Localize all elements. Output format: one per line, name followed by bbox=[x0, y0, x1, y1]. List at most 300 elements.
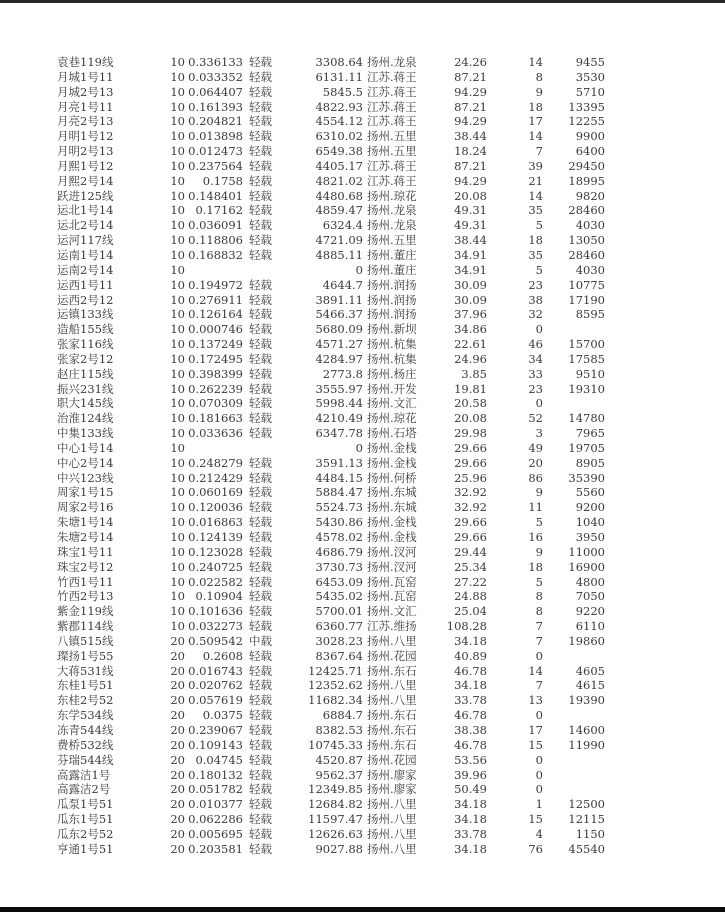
cell-ratio: 0.212429 bbox=[188, 470, 243, 485]
cell-count: 18 bbox=[528, 559, 543, 574]
cell-name: 月亮2号13 bbox=[57, 114, 114, 129]
cell-name: 芬瑞544线 bbox=[57, 752, 114, 767]
cell-voltage: 10 bbox=[170, 455, 185, 470]
cell-station: 扬州.五里 bbox=[367, 129, 417, 144]
cell-value3: 1040 bbox=[575, 515, 605, 530]
table-row bbox=[57, 411, 667, 426]
table-row bbox=[57, 144, 667, 159]
cell-load_level: 轻载 bbox=[249, 203, 272, 218]
cell-name: 月熙2号14 bbox=[57, 173, 114, 188]
cell-value1: 5845.5 bbox=[322, 84, 363, 99]
cell-value2: 33.78 bbox=[454, 826, 487, 841]
window-bottom-bar bbox=[0, 907, 725, 912]
cell-ratio: 0.033636 bbox=[188, 426, 243, 441]
cell-ratio: 0.005695 bbox=[188, 826, 243, 841]
cell-ratio: 0.101636 bbox=[188, 604, 243, 619]
cell-count: 14 bbox=[528, 188, 543, 203]
cell-station: 扬州.五里 bbox=[367, 144, 417, 159]
cell-load_level: 轻载 bbox=[249, 455, 272, 470]
table-row bbox=[57, 664, 667, 679]
cell-ratio: 0.070309 bbox=[188, 396, 243, 411]
cell-voltage: 20 bbox=[170, 633, 185, 648]
table-row bbox=[57, 396, 667, 411]
cell-voltage: 10 bbox=[170, 619, 185, 634]
cell-count: 5 bbox=[535, 262, 543, 277]
cell-value1: 4644.7 bbox=[322, 277, 363, 292]
cell-value2: 34.86 bbox=[454, 322, 487, 337]
cell-value1: 2773.8 bbox=[322, 366, 363, 381]
table-row bbox=[57, 634, 667, 649]
cell-count: 39 bbox=[528, 158, 543, 173]
cell-ratio: 0.036091 bbox=[188, 218, 243, 233]
cell-voltage: 10 bbox=[170, 69, 185, 84]
cell-value2: 24.88 bbox=[454, 589, 487, 604]
cell-ratio: 0.051782 bbox=[188, 782, 243, 797]
cell-station: 扬州.石塔 bbox=[367, 426, 417, 441]
cell-name: 瓜东2号52 bbox=[57, 826, 114, 841]
cell-value2: 20.08 bbox=[454, 411, 487, 426]
table-row bbox=[57, 70, 667, 85]
cell-voltage: 20 bbox=[170, 752, 185, 767]
cell-load_level: 轻载 bbox=[249, 158, 272, 173]
cell-value2: 38.44 bbox=[454, 233, 487, 248]
cell-load_level: 轻载 bbox=[249, 351, 272, 366]
cell-value1: 11597.47 bbox=[308, 812, 363, 827]
cell-value3: 14780 bbox=[568, 411, 605, 426]
table-row bbox=[57, 693, 667, 708]
cell-ratio: 0.010377 bbox=[188, 797, 243, 812]
cell-value2: 34.18 bbox=[454, 841, 487, 856]
cell-value3: 13050 bbox=[568, 233, 605, 248]
cell-value2: 38.38 bbox=[454, 722, 487, 737]
cell-station: 扬州.八里 bbox=[367, 841, 417, 856]
cell-load_level: 轻载 bbox=[249, 678, 272, 693]
cell-name: 亨通1号51 bbox=[57, 841, 114, 856]
cell-value2: 34.91 bbox=[454, 262, 487, 277]
table-row bbox=[57, 471, 667, 486]
cell-name: 八镇515线 bbox=[57, 633, 114, 648]
cell-load_level: 轻载 bbox=[249, 247, 272, 262]
cell-value3: 12115 bbox=[568, 812, 605, 827]
cell-station: 扬州.八里 bbox=[367, 826, 417, 841]
cell-value3: 16900 bbox=[568, 559, 605, 574]
cell-station: 扬州.润扬 bbox=[367, 292, 417, 307]
cell-name: 造船155线 bbox=[57, 322, 114, 337]
table-row bbox=[57, 307, 667, 322]
cell-station: 扬州.文汇 bbox=[367, 604, 417, 619]
table-row bbox=[57, 189, 667, 204]
cell-value1: 9027.88 bbox=[315, 841, 363, 856]
cell-ratio bbox=[185, 263, 243, 278]
table-row bbox=[57, 367, 667, 382]
cell-value3: 45540 bbox=[568, 841, 605, 856]
cell-name: 运西1号11 bbox=[57, 277, 114, 292]
cell-value2: 94.29 bbox=[454, 114, 487, 129]
cell-count: 23 bbox=[528, 277, 543, 292]
table-row bbox=[57, 515, 667, 530]
cell-load_level: 轻载 bbox=[249, 381, 272, 396]
cell-ratio: 0.033352 bbox=[188, 69, 243, 84]
cell-name: 袁巷119线 bbox=[57, 55, 114, 69]
cell-count: 0 bbox=[535, 752, 543, 767]
cell-value3: 9820 bbox=[575, 188, 605, 203]
cell-voltage: 20 bbox=[170, 797, 185, 812]
cell-count: 0 bbox=[535, 708, 543, 723]
cell-value1: 5466.37 bbox=[315, 307, 363, 322]
cell-ratio: 0.0375 bbox=[202, 708, 243, 723]
cell-count: 86 bbox=[528, 470, 543, 485]
cell-load_level: 轻载 bbox=[249, 396, 272, 411]
cell-ratio: 0.248279 bbox=[188, 455, 243, 470]
cell-value2: 40.89 bbox=[454, 648, 487, 663]
cell-load_level: 轻载 bbox=[249, 322, 272, 337]
cell-load_level: 轻载 bbox=[249, 485, 272, 500]
table-row bbox=[57, 500, 667, 515]
cell-count: 0 bbox=[535, 322, 543, 337]
cell-value3: 28460 bbox=[568, 247, 605, 262]
cell-count: 9 bbox=[535, 84, 543, 99]
cell-value1: 6549.38 bbox=[315, 144, 363, 159]
cell-value1: 4484.15 bbox=[315, 470, 363, 485]
cell-station: 扬州.杨庄 bbox=[367, 366, 417, 381]
cell-station: 扬州.润扬 bbox=[367, 307, 417, 322]
cell-station: 扬州.东石 bbox=[367, 737, 417, 752]
cell-value1: 6347.78 bbox=[315, 426, 363, 441]
cell-name: 中心1号14 bbox=[57, 440, 114, 455]
cell-ratio: 0.239067 bbox=[188, 722, 243, 737]
cell-ratio: 0.336133 bbox=[188, 55, 243, 69]
cell-value1: 3891.11 bbox=[315, 292, 363, 307]
cell-count: 23 bbox=[528, 381, 543, 396]
cell-station: 扬州.瓦窑 bbox=[367, 589, 417, 604]
cell-ratio: 0.057619 bbox=[188, 693, 243, 708]
cell-name: 璨扬1号55 bbox=[57, 648, 114, 663]
cell-name: 运镇133线 bbox=[57, 307, 114, 322]
table-row bbox=[57, 812, 667, 827]
cell-station: 江苏.维扬 bbox=[367, 619, 417, 634]
table-row bbox=[57, 768, 667, 783]
cell-ratio: 0.109143 bbox=[188, 737, 243, 752]
cell-value2: 25.34 bbox=[454, 559, 487, 574]
cell-voltage: 10 bbox=[170, 351, 185, 366]
cell-voltage: 20 bbox=[170, 826, 185, 841]
cell-count: 35 bbox=[528, 203, 543, 218]
cell-value2: 29.44 bbox=[454, 544, 487, 559]
cell-station: 江苏.蒋王 bbox=[367, 99, 417, 114]
table-row bbox=[57, 218, 667, 233]
table-row bbox=[57, 293, 667, 308]
cell-ratio: 0.148401 bbox=[188, 188, 243, 203]
cell-value1: 4821.02 bbox=[315, 173, 363, 188]
cell-value2: 25.04 bbox=[454, 604, 487, 619]
cell-count: 76 bbox=[528, 841, 543, 856]
cell-count: 5 bbox=[535, 574, 543, 589]
cell-station: 扬州.汊河 bbox=[367, 544, 417, 559]
cell-load_level: 轻载 bbox=[249, 307, 272, 322]
cell-value1: 4405.17 bbox=[315, 158, 363, 173]
cell-value3: 29450 bbox=[568, 158, 605, 173]
cell-value3: 9455 bbox=[575, 55, 605, 69]
cell-value1: 5435.02 bbox=[315, 589, 363, 604]
cell-name: 月明1号12 bbox=[57, 129, 114, 144]
cell-name: 朱塘2号14 bbox=[57, 530, 114, 544]
cell-voltage: 20 bbox=[170, 708, 185, 723]
table-row bbox=[57, 263, 667, 278]
cell-value1: 3028.23 bbox=[315, 633, 363, 648]
cell-count: 46 bbox=[528, 337, 543, 352]
cell-voltage: 20 bbox=[170, 812, 185, 827]
cell-value1: 12349.85 bbox=[308, 782, 363, 797]
cell-count: 16 bbox=[528, 530, 543, 544]
cell-value2: 19.81 bbox=[454, 381, 487, 396]
cell-ratio: 0.016743 bbox=[188, 663, 243, 678]
cell-value3: 9220 bbox=[575, 604, 605, 619]
cell-name: 珠宝2号12 bbox=[57, 559, 114, 574]
cell-voltage: 10 bbox=[170, 544, 185, 559]
cell-count: 18 bbox=[528, 233, 543, 248]
cell-value2: 49.31 bbox=[454, 203, 487, 218]
cell-count: 13 bbox=[528, 693, 543, 708]
cell-station: 扬州.龙泉 bbox=[367, 55, 417, 69]
cell-value3: 12500 bbox=[568, 797, 605, 812]
cell-ratio: 0.398399 bbox=[188, 366, 243, 381]
cell-ratio: 0.509542 bbox=[188, 633, 243, 648]
cell-name: 治淮124线 bbox=[57, 411, 114, 426]
table-row bbox=[57, 797, 667, 812]
cell-load_level: 轻载 bbox=[249, 337, 272, 352]
cell-station: 扬州.龙泉 bbox=[367, 218, 417, 233]
cell-voltage: 20 bbox=[170, 693, 185, 708]
cell-voltage: 10 bbox=[170, 158, 185, 173]
cell-count: 1 bbox=[535, 797, 543, 812]
cell-voltage: 20 bbox=[170, 841, 185, 856]
cell-value2: 33.78 bbox=[454, 693, 487, 708]
cell-value1: 0 bbox=[355, 440, 363, 455]
cell-voltage: 10 bbox=[170, 55, 185, 69]
cell-count: 5 bbox=[535, 515, 543, 530]
cell-load_level: 轻载 bbox=[249, 797, 272, 812]
cell-value1: 6310.02 bbox=[315, 129, 363, 144]
cell-ratio: 0.020762 bbox=[188, 678, 243, 693]
cell-load_level: 轻载 bbox=[249, 470, 272, 485]
cell-count: 7 bbox=[535, 678, 543, 693]
cell-value1: 0 bbox=[355, 262, 363, 277]
cell-station: 扬州.花园 bbox=[367, 752, 417, 767]
table-row bbox=[57, 248, 667, 263]
cell-ratio: 0.120036 bbox=[188, 500, 243, 515]
cell-name: 竹西2号13 bbox=[57, 589, 114, 604]
cell-value2: 30.09 bbox=[454, 277, 487, 292]
cell-ratio bbox=[185, 441, 243, 456]
cell-load_level: 轻载 bbox=[249, 574, 272, 589]
cell-value1: 11682.34 bbox=[308, 693, 363, 708]
cell-voltage: 20 bbox=[170, 678, 185, 693]
cell-value3: 12255 bbox=[568, 114, 605, 129]
cell-name: 周家1号15 bbox=[57, 485, 114, 500]
cell-station: 扬州.八里 bbox=[367, 678, 417, 693]
cell-value2: 87.21 bbox=[454, 69, 487, 84]
cell-value2: 34.18 bbox=[454, 633, 487, 648]
cell-value1: 4885.11 bbox=[315, 247, 363, 262]
cell-value2: 25.96 bbox=[454, 470, 487, 485]
table-row bbox=[57, 352, 667, 367]
table-row bbox=[57, 619, 667, 634]
cell-count: 14 bbox=[528, 129, 543, 144]
cell-count: 32 bbox=[528, 307, 543, 322]
cell-name: 振兴231线 bbox=[57, 381, 114, 396]
cell-station: 扬州.润扬 bbox=[367, 277, 417, 292]
cell-ratio: 0.126164 bbox=[188, 307, 243, 322]
cell-value1: 4686.79 bbox=[315, 544, 363, 559]
table-row bbox=[57, 575, 667, 590]
cell-name: 月亮1号11 bbox=[57, 99, 114, 114]
cell-value3: 19705 bbox=[568, 440, 605, 455]
cell-value2: 46.78 bbox=[454, 737, 487, 752]
cell-voltage: 10 bbox=[170, 337, 185, 352]
cell-name: 东桂1号51 bbox=[57, 678, 114, 693]
cell-value3: 8905 bbox=[575, 455, 605, 470]
cell-station: 扬州.八里 bbox=[367, 812, 417, 827]
cell-count: 0 bbox=[535, 782, 543, 797]
cell-value2: 29.98 bbox=[454, 426, 487, 441]
table-row bbox=[57, 174, 667, 189]
cell-station: 扬州.开发 bbox=[367, 381, 417, 396]
cell-ratio: 0.124139 bbox=[188, 530, 243, 544]
cell-station: 扬州.东石 bbox=[367, 708, 417, 723]
cell-name: 竹西1号11 bbox=[57, 574, 114, 589]
cell-ratio: 0.118806 bbox=[188, 233, 243, 248]
cell-load_level bbox=[243, 441, 281, 456]
table-row bbox=[57, 753, 667, 768]
cell-count: 11 bbox=[528, 500, 543, 515]
table-row bbox=[57, 441, 667, 456]
cell-value1: 4554.12 bbox=[315, 114, 363, 129]
cell-name: 月城2号13 bbox=[57, 84, 114, 99]
cell-voltage: 10 bbox=[170, 589, 185, 604]
cell-value3: 28460 bbox=[568, 203, 605, 218]
cell-name: 运北2号14 bbox=[57, 218, 114, 233]
cell-ratio: 0.013898 bbox=[188, 129, 243, 144]
cell-value1: 4571.27 bbox=[315, 337, 363, 352]
cell-value1: 5524.73 bbox=[315, 500, 363, 515]
cell-count: 7 bbox=[535, 144, 543, 159]
cell-name: 中心2号14 bbox=[57, 455, 114, 470]
cell-value3: 4615 bbox=[575, 678, 605, 693]
cell-value1: 5700.01 bbox=[315, 604, 363, 619]
cell-count: 15 bbox=[528, 737, 543, 752]
cell-value2: 87.21 bbox=[454, 99, 487, 114]
cell-count: 3 bbox=[535, 426, 543, 441]
cell-value1: 12626.63 bbox=[308, 826, 363, 841]
cell-value3 bbox=[543, 708, 605, 723]
cell-value2: 24.96 bbox=[454, 351, 487, 366]
cell-count: 4 bbox=[535, 826, 543, 841]
cell-voltage: 10 bbox=[170, 500, 185, 515]
cell-value3 bbox=[543, 768, 605, 783]
cell-value2: 34.18 bbox=[454, 812, 487, 827]
cell-value3: 9200 bbox=[575, 500, 605, 515]
cell-load_level: 轻载 bbox=[249, 55, 272, 69]
cell-value1: 4578.02 bbox=[315, 530, 363, 544]
cell-value1: 6324.4 bbox=[322, 218, 363, 233]
cell-value2: 30.09 bbox=[454, 292, 487, 307]
cell-load_level: 轻载 bbox=[249, 129, 272, 144]
cell-ratio: 0.062286 bbox=[188, 812, 243, 827]
cell-voltage: 10 bbox=[170, 396, 185, 411]
cell-station: 扬州.八里 bbox=[367, 633, 417, 648]
cell-value1: 8367.64 bbox=[315, 648, 363, 663]
cell-ratio: 0.04745 bbox=[195, 752, 243, 767]
cell-name: 运北1号14 bbox=[57, 203, 114, 218]
cell-station: 扬州.八里 bbox=[367, 693, 417, 708]
cell-load_level: 轻载 bbox=[249, 530, 272, 544]
cell-value1: 9562.37 bbox=[315, 767, 363, 782]
cell-name: 运南2号14 bbox=[57, 262, 114, 277]
cell-value3: 19390 bbox=[568, 693, 605, 708]
cell-value3: 17585 bbox=[568, 351, 605, 366]
cell-voltage: 10 bbox=[170, 129, 185, 144]
cell-load_level: 轻载 bbox=[249, 663, 272, 678]
cell-value1: 5998.44 bbox=[315, 396, 363, 411]
cell-count: 38 bbox=[528, 292, 543, 307]
cell-count: 0 bbox=[535, 648, 543, 663]
cell-value2: 29.66 bbox=[454, 440, 487, 455]
cell-value3: 15700 bbox=[568, 337, 605, 352]
cell-value1: 3591.13 bbox=[315, 455, 363, 470]
cell-value3: 6110 bbox=[575, 619, 605, 634]
cell-count: 52 bbox=[528, 411, 543, 426]
cell-load_level: 轻载 bbox=[249, 173, 272, 188]
cell-voltage: 10 bbox=[170, 426, 185, 441]
table-row bbox=[57, 782, 667, 797]
cell-voltage: 20 bbox=[170, 737, 185, 752]
cell-load_level: 轻载 bbox=[249, 292, 272, 307]
cell-load_level: 轻载 bbox=[249, 144, 272, 159]
table-row bbox=[57, 738, 667, 753]
cell-voltage: 20 bbox=[170, 782, 185, 797]
cell-station: 扬州.廖家 bbox=[367, 782, 417, 797]
cell-value3: 7965 bbox=[575, 426, 605, 441]
cell-station: 扬州.东城 bbox=[367, 500, 417, 515]
cell-station: 扬州.琼花 bbox=[367, 188, 417, 203]
cell-voltage: 10 bbox=[170, 307, 185, 322]
cell-voltage: 10 bbox=[170, 203, 185, 218]
cell-value3: 4800 bbox=[575, 574, 605, 589]
cell-count: 21 bbox=[528, 173, 543, 188]
cell-count: 8 bbox=[535, 589, 543, 604]
cell-station: 扬州.东城 bbox=[367, 485, 417, 500]
cell-name: 珠宝1号11 bbox=[57, 544, 114, 559]
cell-count: 9 bbox=[535, 544, 543, 559]
cell-value3: 11990 bbox=[568, 737, 605, 752]
cell-count: 49 bbox=[528, 440, 543, 455]
cell-value1: 5680.09 bbox=[315, 322, 363, 337]
cell-value3: 7050 bbox=[575, 589, 605, 604]
table-row bbox=[57, 322, 667, 337]
cell-value3: 4030 bbox=[575, 218, 605, 233]
cell-value2: 24.26 bbox=[454, 55, 487, 69]
cell-value3: 1150 bbox=[575, 826, 605, 841]
cell-value3: 11000 bbox=[568, 544, 605, 559]
cell-voltage: 20 bbox=[170, 767, 185, 782]
cell-value2: 18.24 bbox=[454, 144, 487, 159]
cell-name: 冻青544线 bbox=[57, 722, 114, 737]
cell-name: 赵庄115线 bbox=[57, 366, 114, 381]
cell-load_level: 轻载 bbox=[249, 500, 272, 515]
cell-voltage: 20 bbox=[170, 722, 185, 737]
cell-value2: 29.66 bbox=[454, 455, 487, 470]
cell-ratio: 0.194972 bbox=[188, 277, 243, 292]
